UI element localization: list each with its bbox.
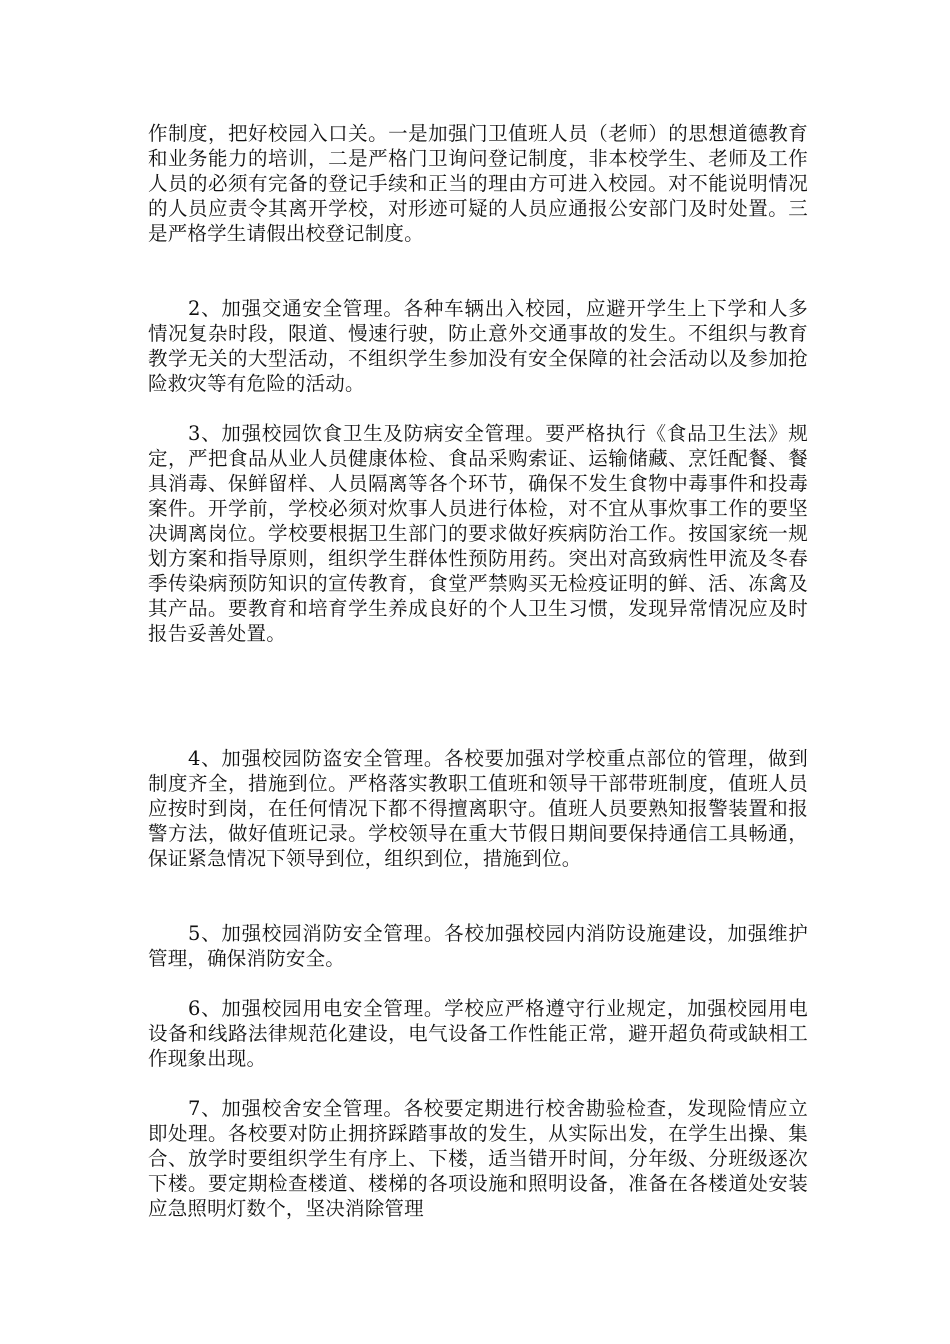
paragraph-food-hygiene: 3、加强校园饮食卫生及防病安全管理。要严格执行《食品卫生法》规定，严把食品从业人员健康体检、食品采购索证、运输储藏、烹饪配餐、餐具消毒、保鲜留样、人员隔离等各个环节，确保不发生食物中毒事件和投毒案件。开学前，学校必须对炊事人员进行体检，对不宜从事炊事工作的要坚决调离岗位。学校要根据卫生部门的要求做好疾病防治工作。按国家统一规划方案和指导原则，组织学生群体性预防用药。突出对高致病性甲流及冬春季传染病预防知识的宣传教育，食堂严禁购买无检疫证明的鲜、活、冻禽及其产品。要教育和培育学生养成良好的个人卫生习惯，发现异常情况应及时报告妥善处置。 bbox=[148, 422, 808, 645]
paragraph-traffic-safety: 2、加强交通安全管理。各种车辆出入校园，应避开学生上下学和人多情况复杂时段，限道、慢速行驶，防止意外交通事故的发生。不组织与教育教学无关的大型活动，不组织学生参加没有安全保障的社会活动以及参加抢险救灾等有危险的活动。 bbox=[148, 297, 808, 395]
paragraph-building-safety: 7、加强校舍安全管理。各校要定期进行校舍勘验检查，发现险情应立即处理。各校要对防止拥挤踩踏事故的发生，从实际出发，在学生出操、集合、放学时要组织学生有序上、下楼，适当错开时间，分年级、分班级逐次下楼。要定期检查楼道、楼梯的各项设施和照明设备，准备在各楼道处安装应急照明灯数个，坚决消除管理 bbox=[148, 1097, 808, 1220]
paragraph-theft-prevention: 4、加强校园防盗安全管理。各校要加强对学校重点部位的管理，做到制度齐全，措施到位。严格落实教职工值班和领导干部带班制度，值班人员应按时到岗，在任何情况下都不得擅离职守。值班人员要熟知报警装置和报警方法，做好值班记录。学校领导在重大节假日期间要保持通信工具畅通，保证紧急情况下领导到位，组织到位，措施到位。 bbox=[148, 747, 808, 870]
paragraph-entrance-control: 作制度，把好校园入口关。一是加强门卫值班人员（老师）的思想道德教育和业务能力的培训，二是严格门卫询问登记制度，非本校学生、老师及工作人员的必须有完备的登记手续和正当的理由方可进入校园。对不能说明情况的人员应责令其离开学校，对形迹可疑的人员应通报公安部门及时处置。三是严格学生请假出校登记制度。 bbox=[148, 122, 808, 245]
paragraph-electricity-safety: 6、加强校园用电安全管理。学校应严格遵守行业规定，加强校园用电设备和线路法律规范化建设，电气设备工作性能正常，避开超负荷或缺相工作现象出现。 bbox=[148, 997, 808, 1070]
paragraph-fire-safety: 5、加强校园消防安全管理。各校加强校园内消防设施建设，加强维护管理，确保消防安全。 bbox=[148, 922, 808, 970]
